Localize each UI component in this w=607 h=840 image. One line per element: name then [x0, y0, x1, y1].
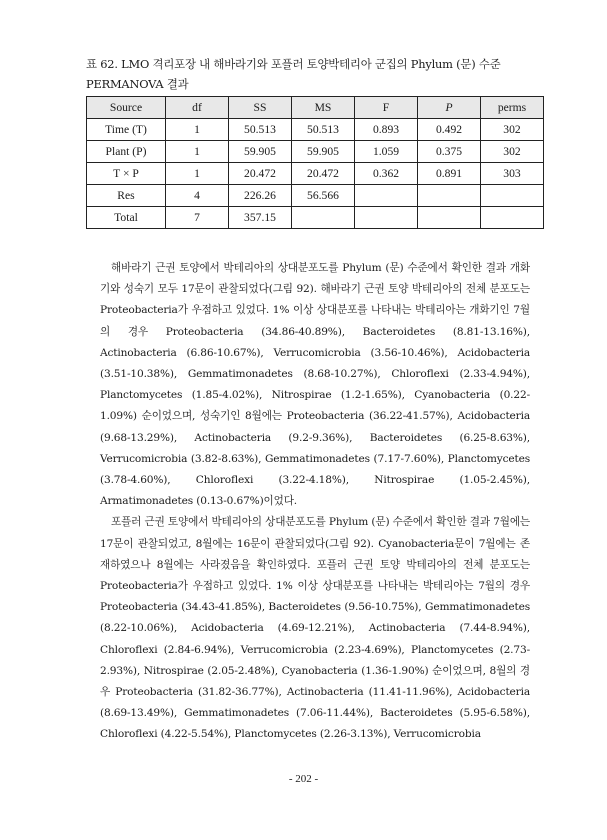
table-cell: 0.362 [355, 163, 418, 185]
table-cell: 226.26 [229, 185, 292, 207]
table-cell [355, 185, 418, 207]
table-cell: 20.472 [229, 163, 292, 185]
table-cell: 56.566 [292, 185, 355, 207]
table-cell [481, 207, 544, 229]
table-row [87, 119, 544, 141]
table-cell: 0.375 [418, 141, 481, 163]
paragraph-poplar: 포플러 근권 토양에서 박테리아의 상대분포도를 Phylum (문) 수준에서 확인한 결과 7월에는 17문이 관찰되었고, 8월에는 16문이 관찰되었다(그림 92). Cyanobacteria문이 7월에는 존재하였으나 8월에는 사라졌음을 확인하였다. 포플러 근권 토양 박테리아의 전체 분포도는 Proteobacteria가 우점하고 있었다. 1% 이상 상대분포를 나타내는 박테리아는 7월의 경우 Proteobacteria (34.43-41.85%), Bacteroidetes (9.56-10.75%), Gemmatimonadetes (8.22-10.06%), Acidobacteria (4.69-12.21%), Actinobacteria (7.44-8.94%), Chloroflexi (2.84-6.94%), Verrucomicrobia (2.23-4.69%), Planctomycetes (2.73-2.93%), Nitrospirae (2.05-2.48%), Cyanobacteria (1.36-1.90%) 순이었으며, 8월의 경우 Proteobacteria (31.82-36.77%), Actinobacteria (11.41-11.96%), Acidobacteria (8.69-13.49%), Gemmatimonadetes (7.06-11.44%), Bacteroidetes (5.95-6.58%), Chloroflexi (4.22-5.54%), Planctomycetes (2.26-3.13%), Verrucomicrobia [100, 516, 530, 741]
table-caption: 표 62. LMO 격리포장 내 해바라기와 포플러 토양박테리아 군집의 Phylum (문) 수준 PERMANOVA 결과 [86, 57, 501, 91]
table-row [87, 185, 544, 207]
table-cell [418, 185, 481, 207]
table-row [87, 207, 544, 229]
table-cell [292, 207, 355, 229]
header-df: df [166, 97, 229, 119]
table-cell: 7 [166, 207, 229, 229]
table-cell: 4 [166, 185, 229, 207]
table-cell: 0.492 [418, 119, 481, 141]
header-perms: perms [481, 97, 544, 119]
table-cell: 1 [166, 119, 229, 141]
table-cell: 302 [481, 119, 544, 141]
table-cell: 302 [481, 141, 544, 163]
table-header-row [87, 97, 544, 119]
table-row [87, 163, 544, 185]
page-number: - 202 - [288, 773, 319, 785]
table-cell: Plant (P) [87, 141, 166, 163]
table-cell [355, 207, 418, 229]
table-cell: Res [87, 185, 166, 207]
table-cell: 357.15 [229, 207, 292, 229]
permanova-table [86, 96, 544, 229]
table-cell: 0.893 [355, 119, 418, 141]
header-ss: SS [229, 97, 292, 119]
table-cell: Time (T) [87, 119, 166, 141]
header-ms: MS [292, 97, 355, 119]
table-cell: 0.891 [418, 163, 481, 185]
paragraph-sunflower: 해바라기 근권 토양에서 박테리아의 상대분포도를 Phylum (문) 수준에서 확인한 결과 개화기와 성숙기 모두 17문이 관찰되었다(그림 92). 해바라기 근권 토양 박테리아의 전체 분포도는 Proteobacteria가 우점하고 있었다. 1% 이상 상대분포를 나타내는 박테리아는 개화기인 7월의 경우 Proteobacteria (34.86-40.89%), Bacteroidetes (8.81-13.16%), Actinobacteria (6.86-10.67%), Verrucomicrobia (3.56-10.46%), Acidobacteria (3.51-10.38%), Gemmatimonadetes (8.68-10.27%), Chloroflexi (2.33-4.94%), Planctomycetes (1.85-4.02%), Nitrospirae (1.2-1.65%), Cyanobacteria (0.22-1.09%) 순이었으며, 성숙기인 8월에는 Proteobacteria (36.22-41.57%), Acidobacteria (9.68-13.29%), Actinobacteria (9.2-9.36%), Bacteroidetes (6.25-8.63%), Verrucomicrobia (3.82-8.63%), Gemmatimonadetes (7.17-7.60%), Planctomycetes (3.78-4.60%), Chloroflexi (3.22-4.18%), Nitrospirae (1.05-2.45%), Armatimonadetes (0.13-0.67%)이었다. [100, 262, 530, 508]
table-cell: 59.905 [229, 141, 292, 163]
table-cell: 50.513 [292, 119, 355, 141]
table-cell: 50.513 [229, 119, 292, 141]
table-cell: 20.472 [292, 163, 355, 185]
table-cell: 1 [166, 141, 229, 163]
table-cell: T × P [87, 163, 166, 185]
table-cell: 1 [166, 163, 229, 185]
table-cell: Total [87, 207, 166, 229]
body-text [100, 258, 530, 746]
header-f: F [355, 97, 418, 119]
table-cell [418, 207, 481, 229]
table-cell: 1.059 [355, 141, 418, 163]
table-cell [481, 185, 544, 207]
header-p: P [418, 97, 481, 119]
header-source: Source [87, 97, 166, 119]
table-cell: 303 [481, 163, 544, 185]
table-row [87, 141, 544, 163]
table-cell: 59.905 [292, 141, 355, 163]
